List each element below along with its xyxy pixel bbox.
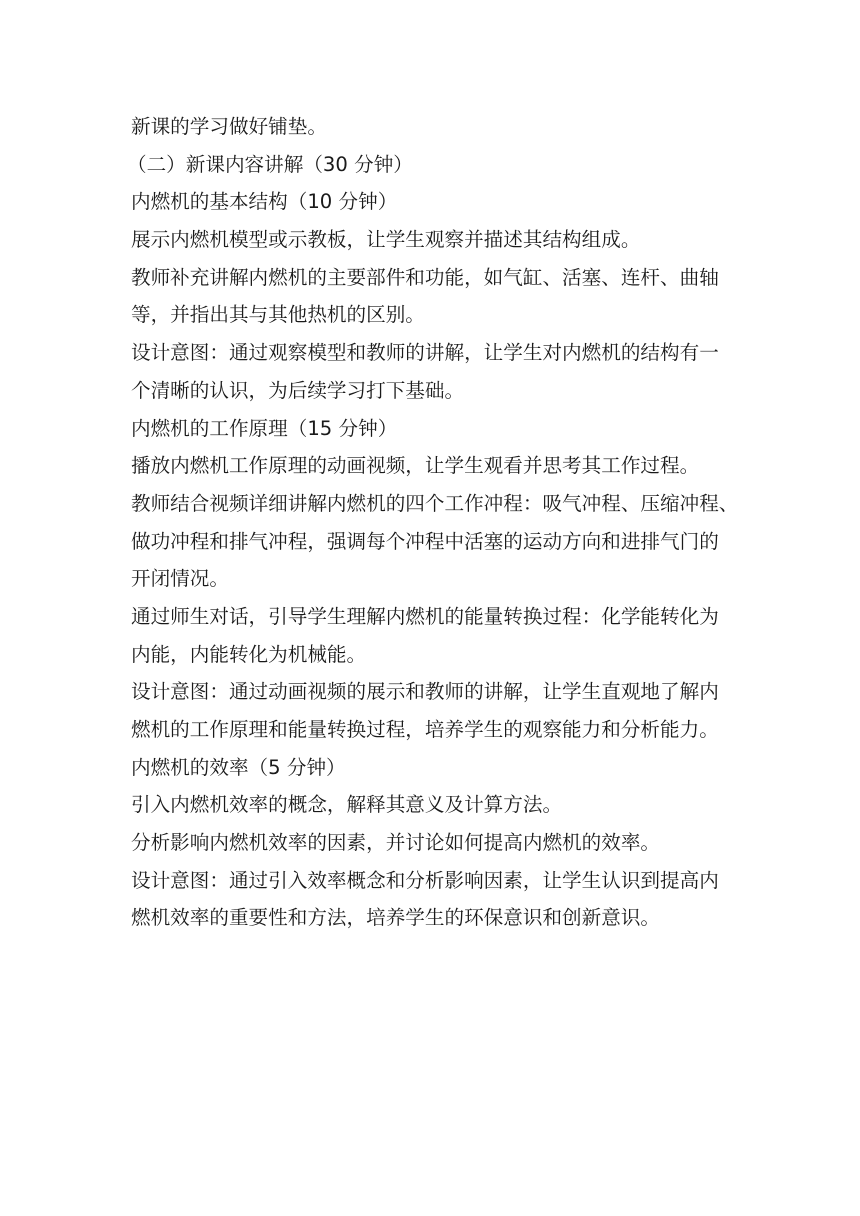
- text-line: 展示内燃机模型或示教板，让学生观察并描述其结构组成。: [131, 228, 641, 252]
- text-line: 引入内燃机效率的概念，解释其意义及计算方法。: [131, 793, 563, 817]
- text-line: 播放内燃机工作原理的动画视频，让学生观看并思考其工作过程。: [131, 454, 700, 478]
- text-line: 教师补充讲解内燃机的主要部件和功能，如气缸、活塞、连杆、曲轴: [131, 265, 719, 289]
- text-line: 开闭情况。: [131, 567, 229, 591]
- text-line: 设计意图：通过引入效率概念和分析影响因素，让学生认识到提高内: [131, 868, 719, 892]
- text-line: 燃机效率的重要性和方法，培养学生的环保意识和创新意识。: [131, 906, 661, 930]
- text-line: 通过师生对话，引导学生理解内燃机的能量转换过程：化学能转化为: [131, 604, 719, 628]
- document-body: [127, 108, 739, 937]
- text-line: 做功冲程和排气冲程，强调每个冲程中活塞的运动方向和进排气门的: [131, 529, 719, 553]
- subsection-heading: 内燃机的效率（5 分钟）: [131, 755, 346, 779]
- text-line: 等，并指出其与其他热机的区别。: [131, 303, 425, 327]
- section-heading: （二）新课内容讲解（30 分钟）: [127, 152, 413, 176]
- text-line: 设计意图：通过观察模型和教师的讲解，让学生对内燃机的结构有一: [131, 341, 719, 365]
- text-line: 燃机的工作原理和能量转换过程，培养学生的观察能力和分析能力。: [131, 718, 719, 741]
- text-line: 分析影响内燃机效率的因素，并讨论如何提高内燃机的效率。: [131, 831, 661, 855]
- text-line: 设计意图：通过动画视频的展示和教师的讲解，让学生直观地了解内: [131, 680, 719, 704]
- text-line: 新课的学习做好铺垫。: [131, 115, 327, 138]
- subsection-heading: 内燃机的基本结构（10 分钟）: [131, 190, 398, 214]
- text-line: 教师结合视频详细讲解内燃机的四个工作冲程：吸气冲程、压缩冲程、: [131, 491, 739, 515]
- subsection-heading: 内燃机的工作原理（15 分钟）: [131, 416, 398, 440]
- text-line: 个清晰的认识，为后续学习打下基础。: [131, 378, 465, 402]
- text-line: 内能，内能转化为机械能。: [131, 642, 367, 666]
